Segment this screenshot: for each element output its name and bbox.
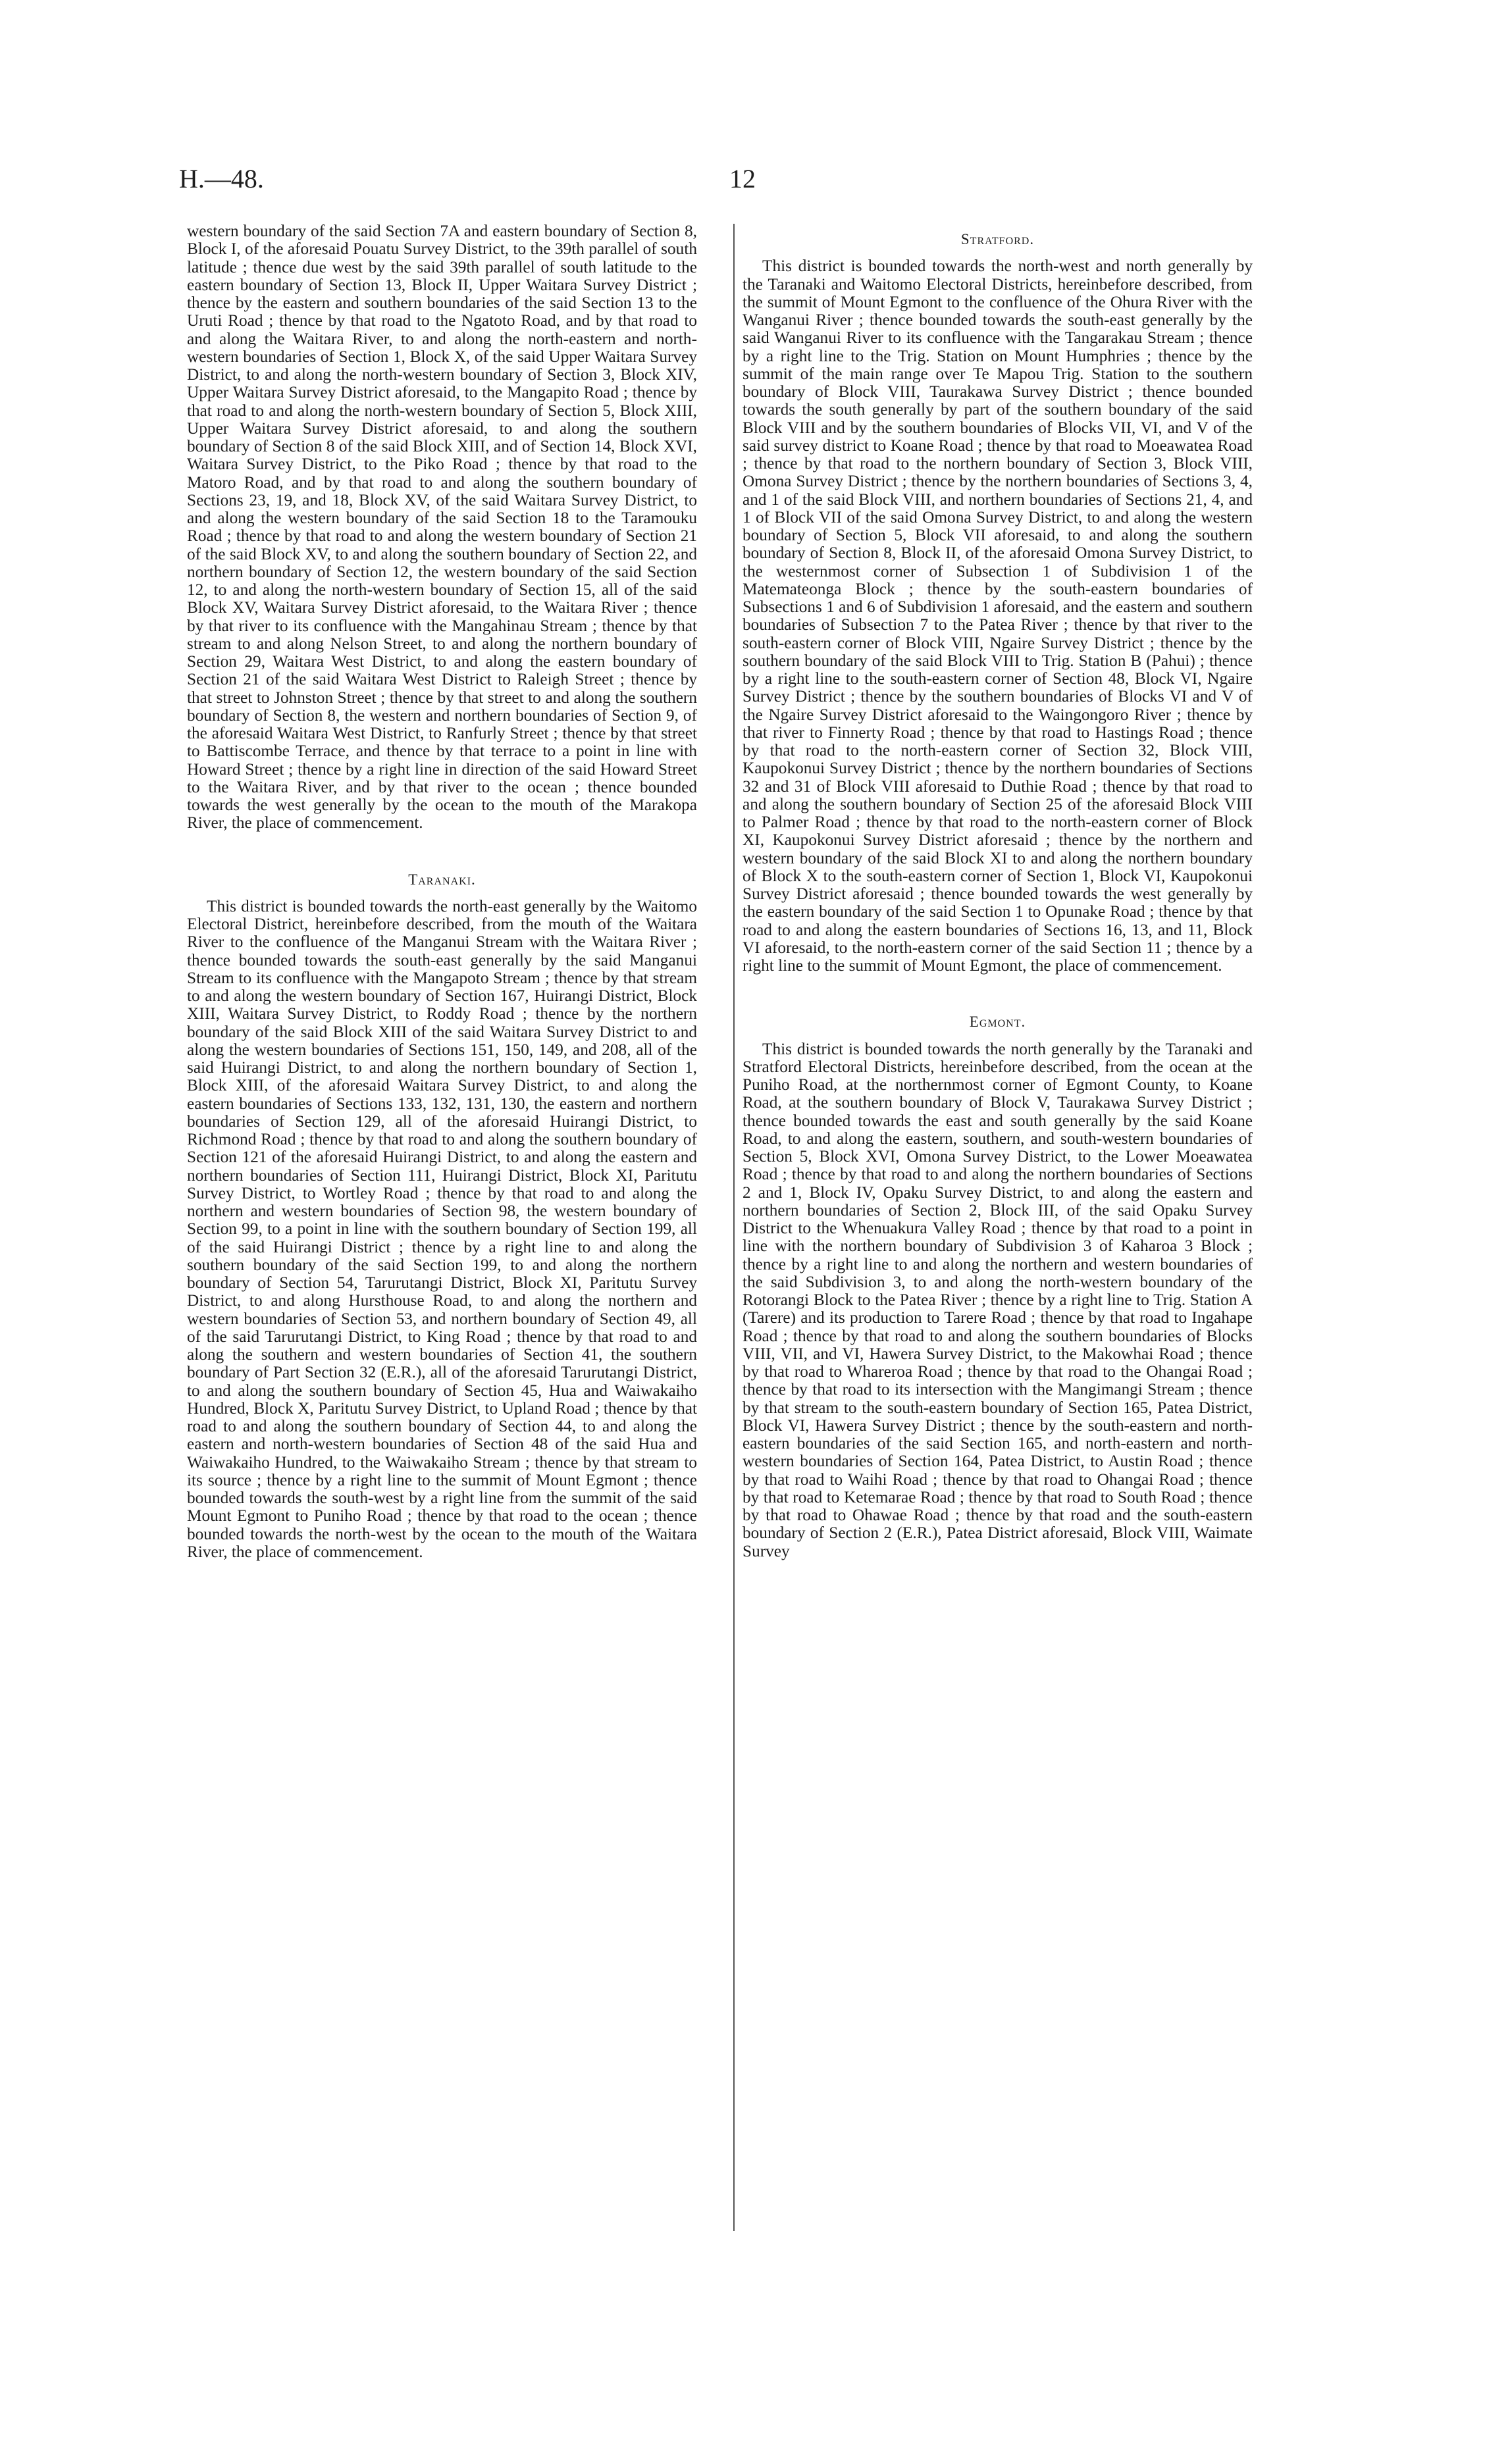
- column-divider: [733, 224, 735, 2231]
- left-column: [187, 222, 697, 1561]
- right-column: [742, 230, 1253, 1560]
- stratford-heading: Stratford.: [960, 231, 1035, 247]
- stratford-paragraph: This district is bounded towards the north-west and north generally by the Taranaki and Waitomo Electoral Districts, hereinbefore described, from the summit of Mount Egmont to the confluence of the Ohura River with the Wanganui River ; thence bounded towards the south-east generally by the said Wanganui River to its confluence with the Tangarakau Stream ; thence by a right line to the Trig. Station on Mount Humphries ; thence by the summit of the main range over Te Mapou Trig. Station to the southern boundary of Block VIII, Taurakawa Survey District ; thence bounded towards the south generally by part of the southern boundary of the said Block VIII and by the southern boundaries of Blocks VII, VI, and V of the said survey district to Koane Road ; thence by that road to Moeawatea Road ; thence by that road to the northern boundary of Section 3, Block VIII, Omona Survey District ; thence by the northern boundaries of Sections 3, 4, and 1 of the said Block VIII, and northern boundaries of Sections 21, 4, and 1 of Block VII of the said Omona Survey District, to and along the western boundary of Section 5, Block VII aforesaid, to and along the southern boundary of Section 8, Block II, of the aforesaid Omona Survey District, to the westernmost corner of Subsection 1 of Subdivision 1 of the Matemateonga Block ; thence by the south-eastern boundaries of Subsections 1 and 6 of Subdivision 1 aforesaid, and the eastern and southern boundaries of Subsection 7 to the Patea River ; thence by that river to the south-eastern corner of Block VIII, Ngaire Survey District ; thence by the southern boundary of the said Block VIII to Trig. Station B (Pahui) ; thence by a right line to the south-eastern corner of Section 48, Block VI, Ngaire Survey District ; thence by the southern boundaries of Blocks VI and V of the Ngaire Survey District aforesaid to the Waingongoro River ; thence by that river to Finnerty Road ; thence by that road to Hastings Road ; thence by that road to the north-eastern corner of Section 32, Block VIII, Kaupokonui Survey District ; thence by the northern boundaries of Sections 32 and 31 of Block VIII aforesaid to Duthie Road ; thence by that road to and along the southern boundary of Section 25 of the aforesaid Block VIII to Palmer Road ; thence by that road to the north-eastern corner of Block XI, Kaupokonui Survey District aforesaid ; thence by the northern and western boundary of the said Block XI to and along the northern boundary of Block X to the south-eastern corner of Section 1, Block VI, Kaupokonui Survey District aforesaid ; thence bounded towards the west generally by the eastern boundary of the said Section 1 to Opunake Road ; thence by that road to and along the eastern boundaries of Sections 16, 13, and 11, Block VI aforesaid, to the north-eastern corner of the said Section 11 ; thence by a right line to the summit of Mount Egmont, the place of commencement.: [742, 257, 1253, 975]
- running-head: [0, 163, 1485, 203]
- taranaki-paragraph: This district is bounded towards the north-east generally by the Waitomo Electoral District, hereinbefore described, from the mouth of the Waitara River to the confluence of the Manganui Stream with the Waitara River ; thence bounded towards the south-east generally by the said Manganui Stream to its confluence with the Mangapoto Stream ; thence by that stream to and along the western boundary of Section 167, Huirangi District, Block XIII, Waitara Survey District, to Roddy Road ; thence by the northern boundary of the said Block XIII of the said Waitara Survey District to and along the western boundaries of Sections 151, 150, 149, and 208, all of the said Huirangi District, to and along the northern boundary of Section 1, Block XIII, of the aforesaid Waitara Survey District, to and along the eastern boundaries of Sections 133, 132, 131, 130, the eastern and northern boundaries of Section 129, all of the aforesaid Huirangi District, to Richmond Road ; thence by that road to and along the southern boundary of Section 121 of the aforesaid Huirangi District, to and along the eastern and northern boundaries of Section 111, Huirangi District, Block XI, Paritutu Survey District, to Wortley Road ; thence by that road to and along the northern and western boundaries of Section 98, the western boundary of Section 99, to a point in line with the southern boundary of Section 199, all of the said Huirangi District ; thence by a right line to and along the southern boundary of the said Section 199, to and along the northern boundary of Section 54, Tarurutangi District, Block XI, Paritutu Survey District, to and along Hursthouse Road, to and along the northern and western boundaries of Section 53, and northern boundary of Section 49, all of the said Tarurutangi District, to King Road ; thence by that road to and along the southern and western boundaries of Section 41, the southern boundary of Part Section 32 (E.R.), all of the aforesaid Tarurutangi District, to and along the southern boundary of Section 45, Hua and Waiwakaiho Hundred, Block X, Paritutu Survey District, to Upland Road ; thence by that road to and along the southern boundary of Section 44, to and along the eastern and north-western boundaries of Section 48 of the said Hua and Waiwakaiho Hundred, to the Waiwakaiho Stream ; thence by that stream to its source ; thence by a right line to the summit of Mount Egmont ; thence bounded towards the south-west by a right line from the summit of the said Mount Egmont to Puniho Road ; thence by that road to the ocean ; thence bounded towards the north-west by the ocean to the mouth of the Waitara River, the place of commencement.: [187, 896, 697, 1561]
- taranaki-heading: Taranaki.: [408, 871, 476, 888]
- document-reference: H.—48.: [179, 164, 264, 193]
- egmont-heading: Egmont.: [969, 1014, 1026, 1031]
- continuation-paragraph: western boundary of the said Section 7A and eastern boundary of Section 8, Block I, of the aforesaid Pouatu Survey District, to the 39th parallel of south latitude ; thence due west by the said 39th parallel of south latitude to the eastern boundary of Section 13, Block II, Upper Waitara Survey District ; thence by the eastern and southern boundaries of the said Section 13 to the Uruti Road ; thence by that road to the Ngatoto Road, and by that road to and along the Waitara River, to and along the north-eastern and north-western boundaries of Section 1, Block X, of the said Upper Waitara Survey District, to and along the north-western boundary of Section 3, Block XIV, Upper Waitara Survey District aforesaid, to the Mangapito Road ; thence by that road to and along the north-western boundary of Section 5, Block XIII, Upper Waitara Survey District aforesaid, to and along the southern boundary of Section 8 of the said Block XIII, and of Section 14, Block XVI, Waitara Survey District, to the Piko Road ; thence by that road to the Matoro Road, and by that road to and along the southern boundary of Sections 23, 19, and 18, Block XV, of the said Waitara Survey District, to and along the western boundary of the said Section 18 to the Taramouku Road ; thence by that road to and along the western boundary of Section 21 of the said Block XV, to and along the southern boundary of Section 22, and northern boundary of Section 12, the western boundary of the said Section 12, to and along the north-western boundary of Section 15, all of the said Block XV, Waitara Survey District aforesaid, to the Waitara River ; thence by that river to its confluence with the Mangahinau Stream ; thence by that stream to and along Nelson Street, to and along the northern boundary of Section 29, Waitara West District, to and along the eastern boundary of Section 21 of the said Waitara West District to Raleigh Street ; thence by that street to Johnston Street ; thence by that street to and along the southern boundary of Section 8, the western and northern boundaries of Section 9, of the aforesaid Waitara West District, to Ranfurly Street ; thence by that street to Battiscombe Terrace, and thence by that terrace to a point in line with Howard Street ; thence by a right line in direction of the said Howard Street to the Waitara River, and by that river to the ocean ; thence bounded towards the west generally by the ocean to the mouth of the Marakopa River, the place of commencement.: [187, 222, 697, 833]
- egmont-paragraph: This district is bounded towards the north generally by the Taranaki and Stratford Electoral Districts, hereinbefore described, from the ocean at the Puniho Road, at the northernmost corner of Egmont County, to Koane Road, at the southern boundary of Block V, Taurakawa Survey District ; thence bounded towards the east and south generally by the said Koane Road, to and along the eastern, southern, and south-western boundaries of Section 5, Block XVI, Omona Survey District, to the Lower Moeawatea Road ; thence by that road to and along the northern boundaries of Sections 2 and 1, Block IV, Opaku Survey District, to and along the eastern and northern boundaries of Section 2, Block III, of the said Opaku Survey District to the Whenuakura Valley Road ; thence by that road to a point in line with the northern boundary of Subdivision 3 of Kaharoa 3 Block ; thence by a right line to and along the northern and western boundaries of the said Subdivision 3, to and along the north-western boundary of the Rotorangi Block to the Patea River ; thence by a right line to Trig. Station A (Tarere) and its production to Tarere Road ; thence by that road to Ingahape Road ; thence by that road to and along the southern boundaries of Blocks VIII, VII, and VI, Hawera Survey District, to the Makowhai Road ; thence by that road to Whareroa Road ; thence by that road to the Ohangai Road ; thence by that road to its intersection with the Mangimangi Stream ; thence by that stream to the south-eastern boundary of Section 165, Patea District, Block VI, Hawera Survey District ; thence by the south-eastern and north-eastern boundaries of the said Section 165, and north-eastern and north-western boundaries of Section 164, Patea District, to Austin Road ; thence by that road to Waihi Road ; thence by that road to Ohangai Road ; thence by that road to Ketemarae Road ; thence by that road to South Road ; thence by that road to Ohawae Road ; thence by that road and the south-eastern boundary of Section 2 (E.R.), Patea District aforesaid, Block VIII, Waimate Survey: [742, 1039, 1253, 1560]
- page-number: 12: [729, 164, 756, 193]
